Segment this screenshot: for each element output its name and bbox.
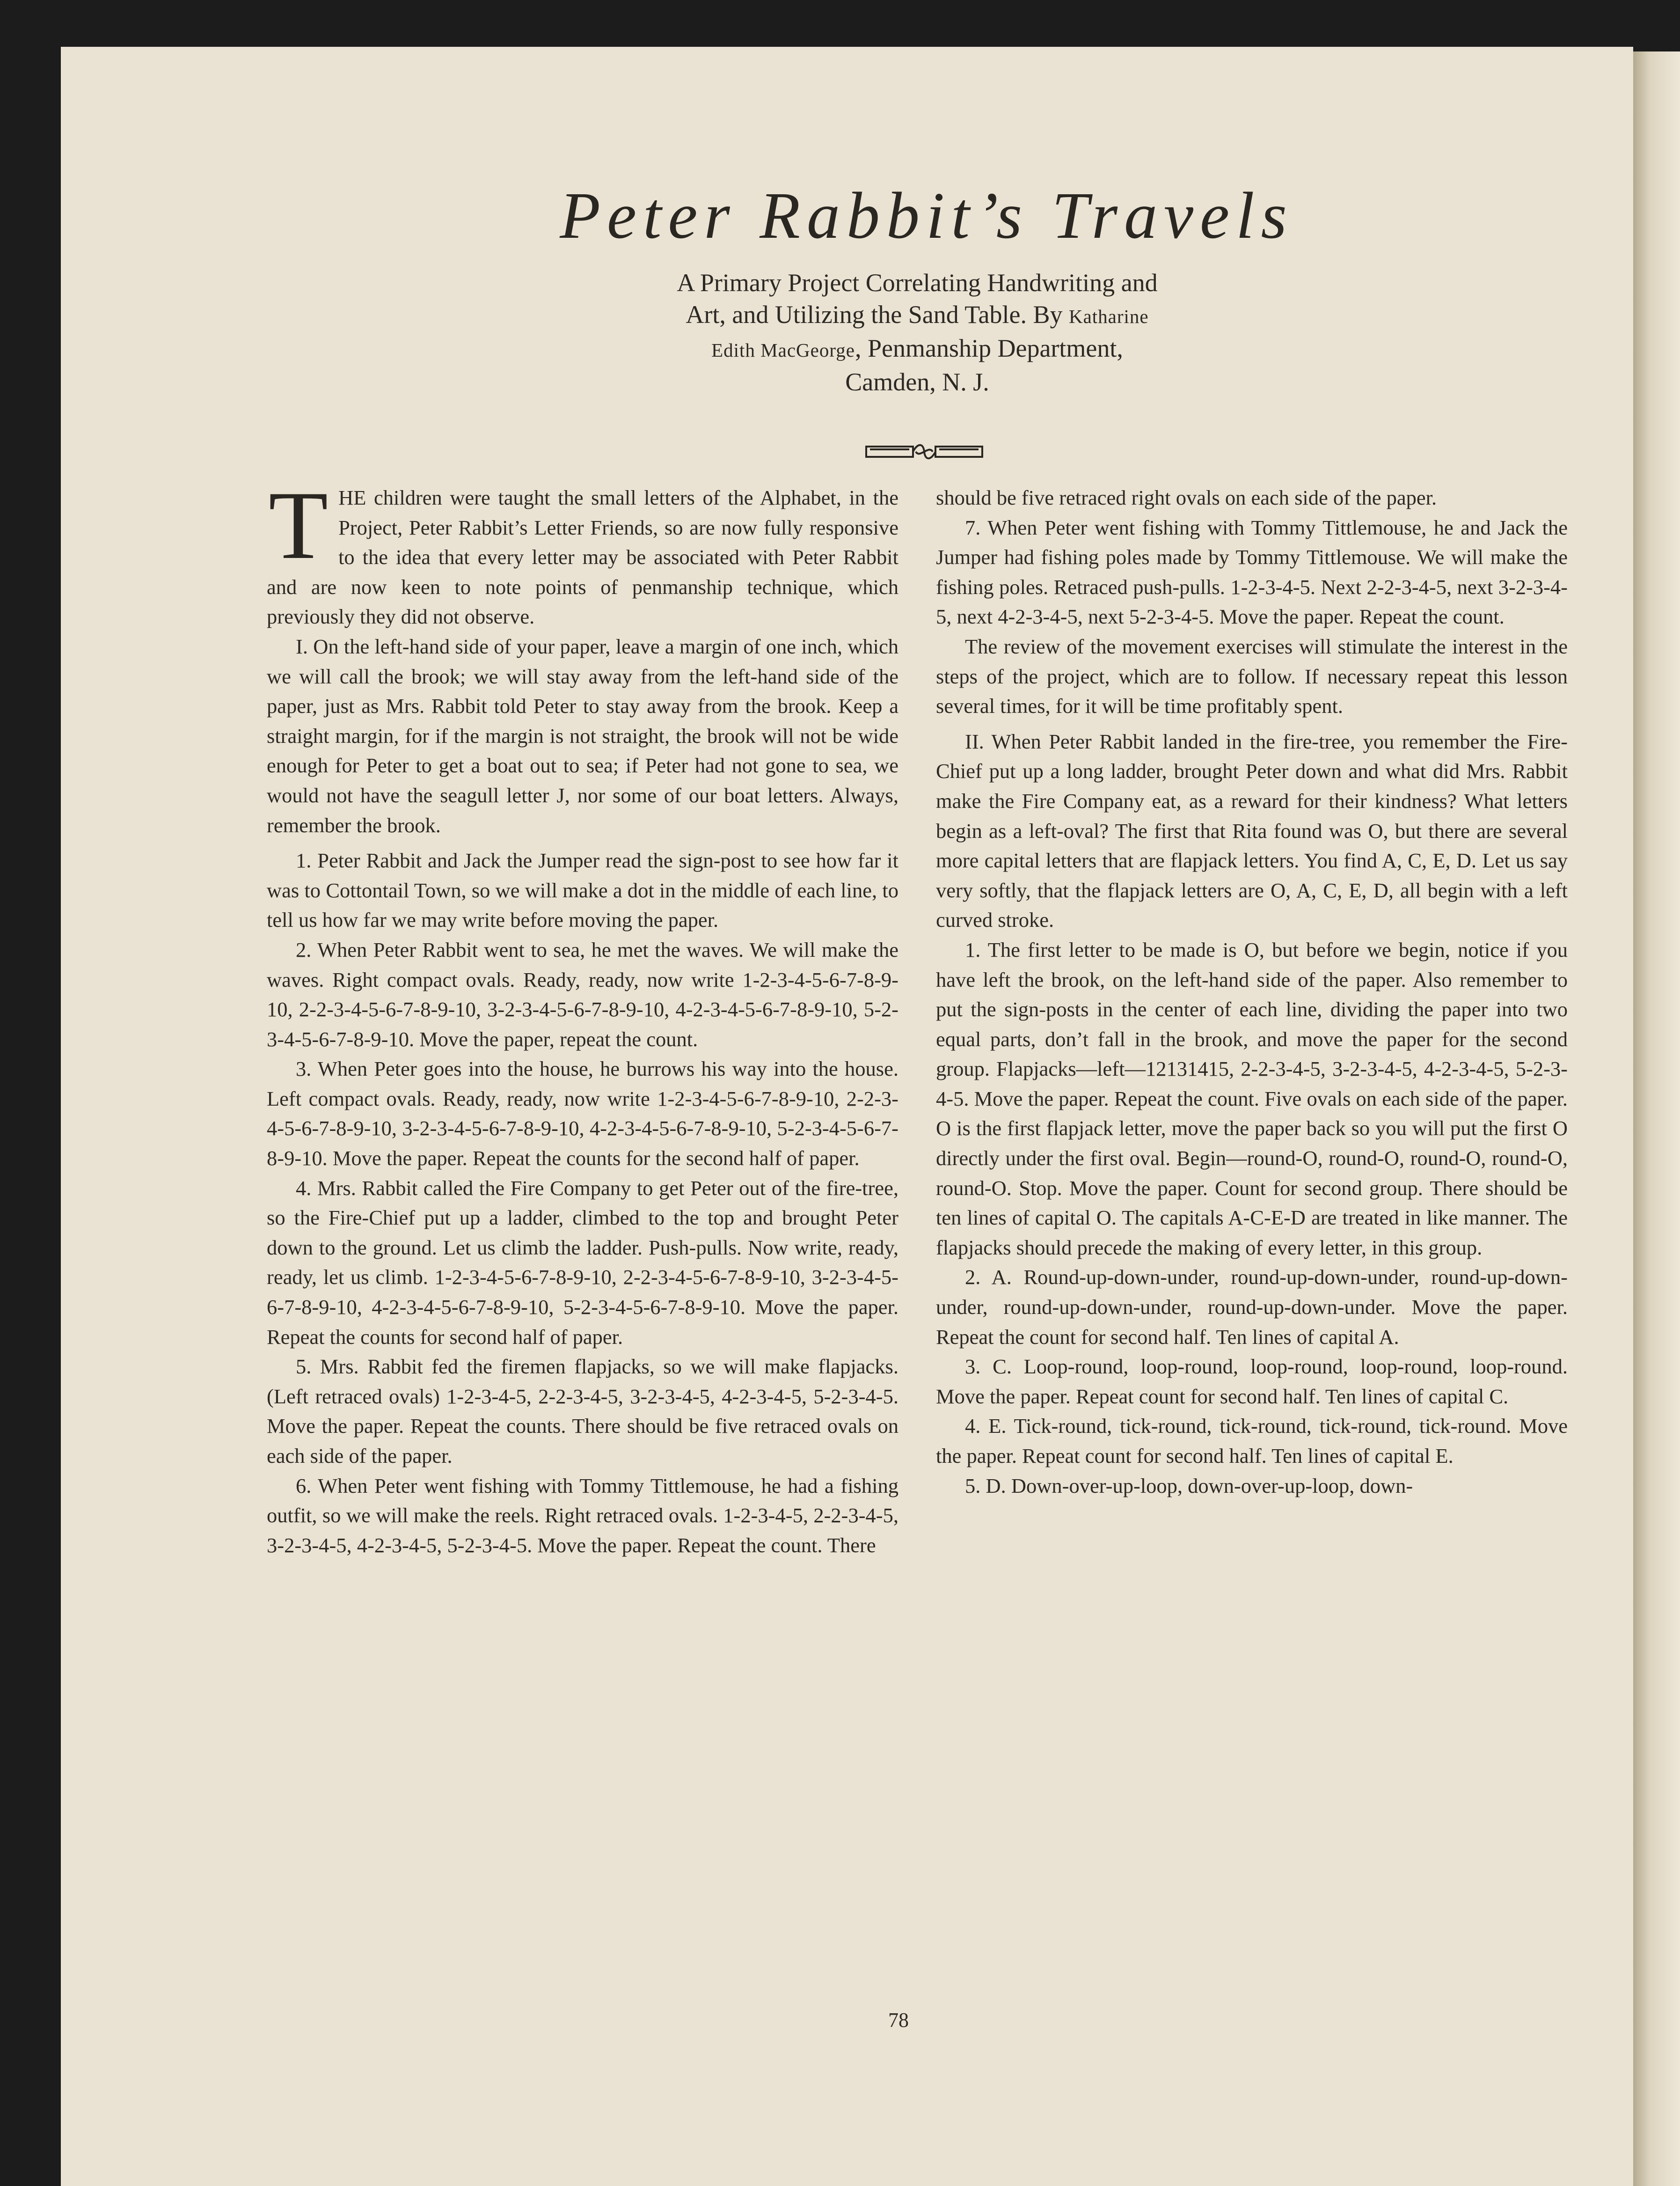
article-byline [590,267,1245,398]
section-II-paragraph: II. When Peter Rabbit landed in the fire-tree, you remember the Fire-Chief put up a long ladder, brought Peter down and what did Mrs. Rabbit make the Fire Company eat, as a reward for their kindness? What letters begin as a left-oval? The first that Rita found was O, but there are several more capital letters that are flapjack letters. You find A, C, E, D. Let us say very softly, that the flapjack letters are O, A, C, E, D, all begin with a left curved stroke. [936,729,1568,932]
page-number: 78 [888,2009,909,2032]
section-II-step-4: 4. E. Tick-round, tick-round, tick-round, tick-round, tick-round. Move the paper. Repeat count for second half. Ten lines of capital E. [936,1414,1568,1467]
step-1-paragraph: 1. Peter Rabbit and Jack the Jumper read the sign-post to see how far it was to Cottontail Town, so we will make a dot in the middle of each line, to tell us how far we may write before moving the paper. [267,849,898,932]
step-5-paragraph: 5. Mrs. Rabbit fed the firemen flapjacks, so we will make flapjacks. (Left retraced ovals) 1-2-3-4-5, 2-2-3-4-5, 3-2-3-4-5, 4-2-3-4-5, 5-2-3-4-5. Move the paper. Repeat the counts. There should be five retraced ovals on each side of the paper. [267,1355,898,1467]
step-2-paragraph: 2. When Peter Rabbit went to sea, he met the waves. We will make the waves. Right compact ovals. Ready, ready, now write 1-2-3-4-5-6-7-8-9-10, 2-2-3-4-5-6-7-8-9-10, 3-2-3-4-5-6-7-8-9-10, 4-2-3-4-5-6-7-8-9-10, 5-2-3-4-5-6-7-8-9-10. Move the paper, repeat the count. [267,938,898,1051]
byline-line-4: Camden, N. J. [845,368,989,396]
step-7-paragraph: 7. When Peter went fishing with Tommy Tittlemouse, he and Jack the Jumper had fishing poles made by Tommy Tittlemouse. We will make the fishing poles. Retraced push-pulls. 1-2-3-4-5. Next 2-2-3-4-5, next 3-2-3-4-5, next 4-2-3-4-5, next 5-2-3-4-5. Move the paper. Repeat the count. [936,515,1568,629]
section-I-paragraph: I. On the left-hand side of your paper, leave a margin of one inch, which we will call the brook; we will stay away from the left-hand side of the paper, just as Mrs. Rabbit told Peter to stay away from the brook. Keep a straight margin, for if the margin is not straight, the brook will not be wide enough for Peter to get a boat out to sea; if Peter had not gone to sea, we would not have the seagull letter J, nor some of our boat letters. Always, remember the brook. [267,634,898,837]
article-title: Peter Rabbit’s Travels [560,178,1293,252]
section-II-step-1: 1. The first letter to be made is O, but before we begin, notice if you have left the brook, on the left-hand side of the paper. Also remember to put the sign-posts in the center of each line, dividing the paper into two equal parts, don’t fall in the brook, and move the paper for the second group. Flapjacks—left—12131415, 2-2-3-4-5, 3-2-3-4-5, 4-2-3-4-5, 5-2-3-4-5. Move the paper. Repeat the count. Five ovals on each side of the paper. O is the first flapjack letter, move the paper back so you will put the first O directly under the first oval. Begin—round-O, round-O, round-O, round-O, round-O. Stop. Move the paper. Count for second group. There should be ten lines of capital O. The capitals A-C-E-D are treated in like manner. The flapjacks should precede the making of every letter, in this group. [936,938,1568,1259]
step-4-paragraph: 4. Mrs. Rabbit called the Fire Company to get Peter out of the fire-tree, so the Fire-Chief put up a ladder, climbed to the top and brought Peter down to the ground. Let us climb the ladder. Push-pulls. Now write, ready, ready, let us climb. 1-2-3-4-5-6-7-8-9-10, 2-2-3-4-5-6-7-8-9-10, 3-2-3-4-5-6-7-8-9-10, 4-2-3-4-5-6-7-8-9-10, 5-2-3-4-5-6-7-8-9-10. Move the paper. Repeat the counts for second half of paper. [267,1176,898,1349]
intro-paragraph [267,471,898,632]
byline-line-2 [590,299,1245,332]
left-column [267,471,898,1560]
section-II-step-3: 3. C. Loop-round, loop-round, loop-round, loop-round, loop-round. Move the paper. Repeat count for second half. Ten lines of capital C. [936,1355,1568,1408]
author-last-name: Edith MacGeorge [711,339,855,361]
review-paragraph: The review of the movement exercises will stimulate the interest in the steps of the project, which are to follow. If necessary repeat this lesson several times, for it will be time profitably spent. [936,634,1568,718]
byline-line-1: A Primary Project Correlating Handwriting and [677,269,1158,297]
section-II-step-2: 2. A. Round-up-down-under, round-up-down-under, round-up-down-under, round-up-down-under, round-up-down-under. Move the paper. Repeat the count for second half. Ten lines of capital A. [936,1265,1568,1349]
byline-line-3 [590,332,1245,366]
drop-cap: T [269,471,329,579]
step-6-continuation: should be five retraced right ovals on each side of the paper. [936,486,1437,509]
next-page-edge [1633,51,1680,2186]
byline-line-2-text: Art, and Utilizing the Sand Table. By [686,301,1069,329]
section-II-step-5: 5. D. Down-over-up-loop, down-over-up-loop, down- [965,1474,1413,1497]
step-6-paragraph: 6. When Peter went fishing with Tommy Tittlemouse, he had a fishing outfit, so we will make the reels. Right retraced ovals. 1-2-3-4-5, 2-2-3-4-5, 3-2-3-4-5, 4-2-3-4-5, 5-2-3-4-5. Move the paper. Repeat the count. There [267,1474,898,1557]
scroll-ornament-icon [863,440,985,463]
author-first-name: Katharine [1068,306,1149,327]
byline-department: , Penmanship Department, [855,334,1123,362]
right-column [936,483,1568,1501]
intro-text: HE children were taught the small letters of the Alphabet, in the Project, Peter Rabbit’s Letter Friends, so are now fully responsive to the idea that every letter may be associated with Peter Rabbit and are now keen to note points of penmanship technique, which previously they did not observe. [267,486,898,629]
step-3-paragraph: 3. When Peter goes into the house, he burrows his way into the house. Left compact ovals. Ready, ready, now write 1-2-3-4-5-6-7-8-9-10, 2-2-3-4-5-6-7-8-9-10, 3-2-3-4-5-6-7-8-9-10, 4-2-3-4-5-6-7-8-9-10, 5-2-3-4-5-6-7-8-9-10. Move the paper. Repeat the counts for the second half of paper. [267,1057,898,1170]
